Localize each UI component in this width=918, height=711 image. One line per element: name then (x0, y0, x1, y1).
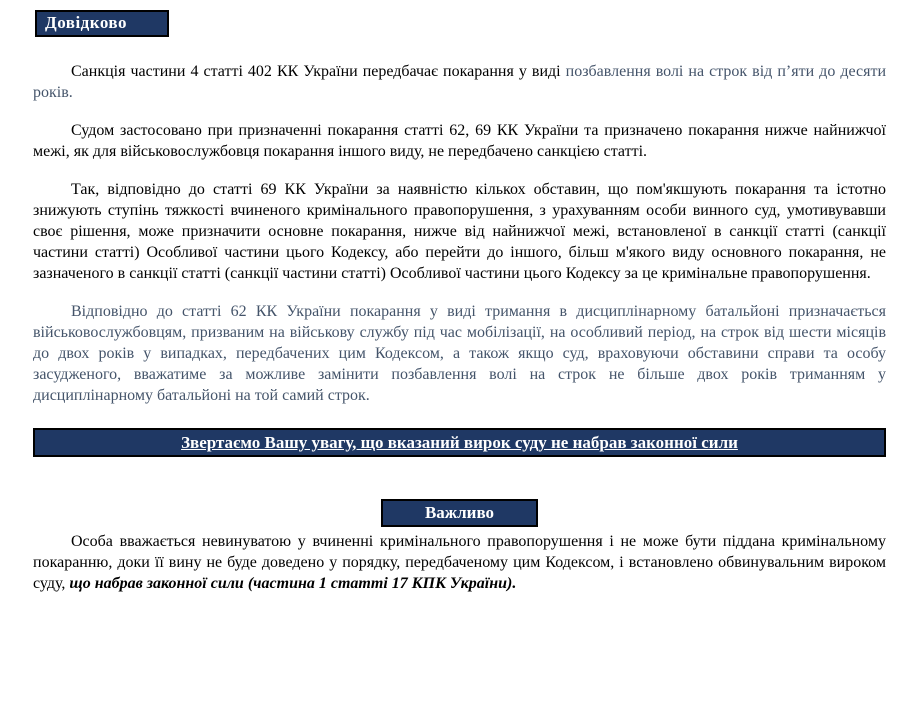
important-section-header (381, 499, 538, 527)
paragraph-court-application: Судом застосовано при призначенні покарання статті 62, 69 КК України та призначено покарання нижче найнижчої межі, як для військовослужбовця покарання іншого виду, не передбачено санкцією статті. (33, 122, 886, 160)
notice-banner (33, 428, 886, 457)
paragraph-article-62: Відповідно до статті 62 КК України покарання у виді тримання в дисциплінарному батальйоні призначається військовослужбовцям, призваним на військову службу під час мобілізації, на особливий період, на строк від шести місяців до двох років у випадках, передбачених цим Кодексом, а також якщо суд, враховуючи обставини справи та особу засудженого, вважатиме за можливе замінити позбавлення волі на строк не більше двох років триманням у дисциплінарному батальйоні на той самий строк. (33, 303, 886, 404)
notice-banner-label: Звертаємо Вашу увагу, що вказаний вирок суду не набрав законної сили (181, 433, 738, 452)
sanction-text: Санкція частини 4 статті 402 КК України передбачає покарання у виді (71, 63, 566, 80)
paragraph-sanction (33, 61, 886, 103)
reference-section-label: Довідково (45, 13, 127, 32)
paragraph-article-69: Так, відповідно до статті 69 КК України за наявністю кількох обставин, що пом'якшують покарання та істотно знижують ступінь тяжкості вчиненого кримінального правопорушення, з урахуванням особи винного суд, умотивувавши своє рішення, може призначити основне покарання, нижче від найнижчої межі, встановленої в санкції статті (санкції частини статті) Особливої частини цього Кодексу, або перейти до іншого, більш м'якого виду основного покарання, не зазначеного в санкції статті (санкції частини статті) Особливої частини цього Кодексу за це кримінальне правопорушення. (33, 181, 886, 282)
important-section-label: Важливо (424, 503, 495, 522)
reference-section-header (35, 10, 169, 37)
presumption-text: Особа вважається невинуватою у вчиненні кримінального правопорушення і не може бути піддана кримінальному покаранню, доки її вину не буде доведено у порядку, передбаченому цим Кодексом, і встановлено обвинувальним вироком суду, (33, 533, 886, 592)
presumption-emphasis-text: що набрав законної сили (частина 1 статті 17 КПК України). (69, 575, 517, 592)
sanction-penalty-text: позбавлення волі на строк від п’яти до десяти років. (33, 63, 887, 101)
paragraph-presumption-of-innocence (33, 531, 886, 594)
